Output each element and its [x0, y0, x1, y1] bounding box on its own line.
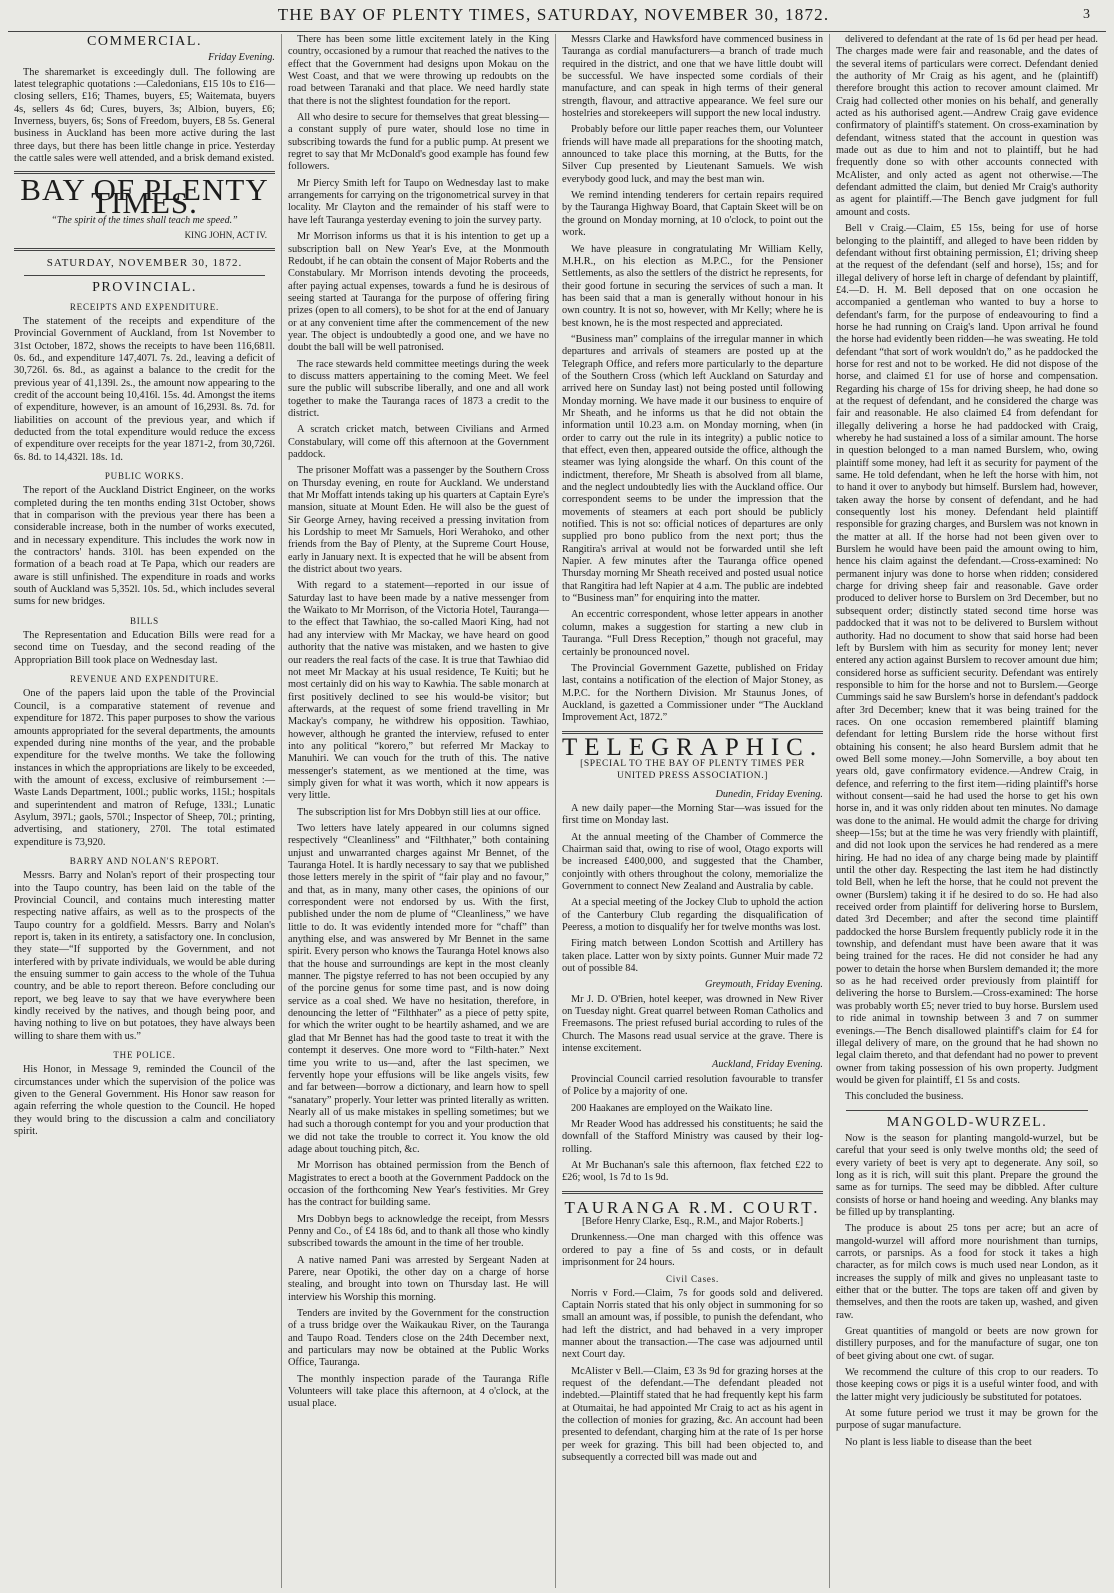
- news-paragraph: The monthly inspection parade of the Tauranga Rifle Volunteers will take place this afternoon, at 4 o'clock, at the usual place.: [288, 1373, 549, 1410]
- telegraph-paragraph: A new daily paper—the Morning Star—was issued for the first time on Monday last.: [562, 802, 823, 827]
- news-paragraph: Mr Morrison informs us that it is his intention to get up a subscription ball on New Year's Eve, at the Monmouth Redoubt, if he can obtain the consent of Major Roberts and the Constabulary. Mr Morrison intends devoting the proceeds, after paying actual expenses, towards a fund he is desirous of seeing started at Tauranga for the purpose of offering firing prizes (open to all comers), to be shot for at the end of January or at any convenient time after the commencement of the new year. The object is undoubtedly a good one, and we have no doubt the ball will be well patronised.: [288, 231, 549, 354]
- news-paragraph: Mr Morrison has obtained permission from the Bench of Magistrates to erect a booth at the Government Paddock on the occasion of the forthcoming New Year's festivities. Mr Grey has the contract for building same.: [288, 1160, 549, 1209]
- court-paragraph: delivered to defendant at the rate of 1s 6d per head per head. The charges made were fair and reasonable, and the dates of the several items of particulars were correct. Defendant denied the authority of Mr Craig as his agent, and he (plaintiff) therefore brought this action to recover amount claimed. Mr Craig had collected other monies on his behalf, and generally acted as his authorised agent.—Andrew Craig gave evidence confirmatory of plaintiff's statement. On cross-examination by defendant, witness stated that the account in question was made out as due to him and not to plaintiff, but he had frequently done so with other accounts connected with McAlister, and only acted as agent not otherwise.—The defendant admitted the claim, but denied Mr Craig's authority as agent for plaintiff.—The Bench gave judgment for full amount and costs.: [836, 34, 1098, 218]
- paper-banner-title: BAY OF PLENTY TIMES.: [20, 172, 269, 220]
- news-paragraph: Tenders are invited by the Government for the construction of a truss bridge over the Waikaukau River, on the Tauranga and Taupo Road. Tenders close on the 24th December next, and particulars may now be obtained at the Public Works Office, Tauranga.: [288, 1308, 549, 1369]
- telegraph-dateline-dunedin: Dunedin, Friday Evening.: [715, 788, 823, 800]
- court-paragraph: Bell v Craig.—Claim, £5 15s, being for use of horse belonging to the plaintiff, and alleged to have been ridden by defendant without first obtaining permission, £1; driving sheep at the request of the defendant (self and horse), 15s; and for illegal delivery of horse left in charge of defendant by plaintiff, £4.—D. H. M. Bell deposed that on one occasion he accompanied a gentleman who wanted to buy a horse to defendant's farm, for the purpose of endeavouring to find a horse he had running on Craig's land. Upon arrival he found the horse had evidently been ridden—he was sweating. He told defendant “that sort of work wouldn't do,” as he paddocked the horse for rest and not to be worked. He did not dispose of the horse, and claimed £1 for use of horse and compensation. Regarding his charge of 15s for driving sheep, he had done so at the request of defendant, and he considered the charge was fair and reasonable. He also claimed £4 from defendant for illegally delivering a horse he had paddocked with Craig, whereby he had sustained a loss of a similar amount. The horse in question belonged to a man named Burslem, who, owing plaintiff some money, had left it as security for payment of the same. He told defendant, when he left the horse with him, not to hand it over to anybody but himself. Burslem had, however, taken away the horse by consent of defendant, and he had consequently lost his money. Defendant held plaintiff responsible for grazing charges, and Burslem was not known in the matter at all. If the horse had not been given over to Burslem he would have been paid the amount owing to him, hence his claim against the defendant.—Cross-examined: No permanent injury was done to horse when ridden; considered charge for driving sheep fair and reasonable. Gave order produced to deliver horse to Burslem on 3rd December, but no subsequent order; distinctly stated second time horse was paddocked that it was not to be delivered to Burslem without authority. Had no document to show that said horse had been left by Burslem with him as security for money lent; never entered any action against Burslem to recover amount due him; considered horse as sufficient security. Defendant was entirely responsible to him for the horse and not to Burslem.—George Cummings said he saw Burslem's horse in defendant's paddock after 3rd December; knew that it was being trained for the races. On one occasion remembered plaintiff blaming defendant for letting Burslem ride the horse without first obtaining his consent; he also heard Burslem admit that he owed Bell some money.—John Somerville, a boy about ten years old, gave confirmatory evidence.—Andrew Craig, in defence, and referring to the first item—riding plaintiff's horse without consent—said he had used the horse to get his own horse in, and it was only ridden about ten minutes. No damage was done to the animal. He would admit the charge for driving sheep—15s; but at the time he was very friendly with plaintiff, and did not look upon the services he had rendered as a mere hiring. He had no idea of any charge being made by plaintiff until the other day. Respecting the last item he had distinctly told Bell, when he left the horse, that he could not prevent the owner (Burslem) taking it if he desired to do so. He had also received order from plaintiff for delivering horse to Burslem, dated 3rd December; and after the second time plaintiff paddocked the horse Burslem frequently publicly rode it in the township, and defendant must have been aware that it was being trained for the races. He did not consider he had any power to detain the horse when Burslem demanded it; the more so as he had received order previously from plaintiff for delivering the horse to Burslem.—Cross-examined: The horse was probably worth £5; never tried to buy horse. Burslem used to ride animal in township between 3 and 7 on summer evenings.—The Bench disallowed plaintiff's claim for £4 for illegal delivery of mare, on the ground that he had shown no legal claim thereto, and that defendant had no power to prevent owner from taking possession of his own property. Judgment would be given for plaintiff, £1 5s and costs.: [836, 223, 1098, 1086]
- telegraphic-heading: TELEGRAPHIC.: [562, 733, 824, 761]
- article-paragraph: At some future period we trust it may be grown for the purpose of sugar manufacture.: [836, 1408, 1098, 1432]
- news-paragraph: There has been some little excitement lately in the King country, occasioned by a rumour that reached the natives to the effect that the Government had designs upon Mokau on the West Coast, and that we were throwing up redoubts on the road between Taranaki and that place. We need hardly state that there is not the slightest foundation for the report.: [288, 34, 549, 107]
- article-paragraph: The Representation and Education Bills were read for a second time on Tuesday, and the second reading of the Appropriation Bill took place on Wednesday last.: [14, 630, 275, 666]
- commercial-paragraph: The sharemarket is exceedingly dull. The following are latest telegraphic quotations :—Caledonians, £15 10s to £16—closing sellers, £16; Thames, buyers, £5; Waitemata, buyers 4s, sellers 4s 6d; Cures, buyers, 3s; Albion, buyers, £6; Inverness, buyers, 6s; Sons of Freedom, buyers, £8 5s. General business in Auckland has been more active during the last three days, but there has been little change in price. Yesterday the cattle sales were well attended, and a brisk demand existed.: [14, 66, 275, 165]
- column-3: [556, 34, 830, 1588]
- news-paragraph: The race stewards held committee meetings during the week to discuss matters appertaining to the coming Meet. We feel sure the public will subscribe liberally, and one and all work together to make the Tauranga races of 1873 a credit to the district.: [288, 358, 549, 419]
- newspaper-page: [8, 34, 1104, 1588]
- divider: [24, 275, 265, 276]
- section-title-police: THE POLICE.: [113, 1050, 176, 1061]
- section-title-barry-nolan: BARRY AND NOLAN'S REPORT.: [69, 855, 220, 866]
- telegraph-paragraph: Provincial Council carried resolution favourable to transfer of Police by a majority of one.: [562, 1073, 823, 1098]
- mangold-heading: MANGOLD-WURZEL.: [886, 1114, 1048, 1130]
- telegraph-paragraph: 200 Haakanes are employed on the Waikato line.: [571, 1102, 773, 1114]
- divider: [14, 248, 275, 251]
- article-paragraph: Now is the season for planting mangold-wurzel, but be careful that your seed is only twelve months old; the seed of every variety of beet is very apt to degenerate. Any soil, so long as it is rich, will suit this plant. Prepare the ground the same as for turnips. The seed may be dibbled. After culture consists of horse or hand hoeing and weeding. Any blanks may be filled up by transplanting.: [836, 1132, 1098, 1218]
- divider: [846, 1110, 1088, 1111]
- news-paragraph: With regard to a statement—reported in our issue of Saturday last to have been made by a native messenger from the Waikato to Mr Morrison, of the Victoria Hotel, Tauranga—to the effect that Tawhiao, the so-called Maori King, had not had any interview with Mr Mackay, we have heard on good authority that the native was mistaken, and we hasten to give our readers the real facts of the case. It is true that Tawhiao did not meet Mr Mackay at his usual residence, Te Kuiti; but he most certainly did on his way to Kawhia. The sable monarch at first positively declined to see his would-be visitor; but afterwards, at the request of some friend travelling in Mr Mackay's company, he withdrew his opposition. Tawhiao, however, although he granted the interview, refused to enter into any political “korero,” but referred Mr Mackay to Manuhiri. We can vouch for the truth of this. The native messenger's statement, as we mentioned at the time, was simply given for what it was worth, which it now appears is very little.: [288, 580, 549, 802]
- masthead-title: THE BAY OF PLENTY TIMES, SATURDAY, NOVEMBER 30, 1872.: [277, 5, 830, 24]
- provincial-heading: PROVINCIAL.: [92, 280, 197, 296]
- article-paragraph: His Honor, in Message 9, reminded the Council of the circumstances under which the supervision of the police was given to the General Government. His Honor saw reason for again referring the whole question to the Council. He hoped they would bring to the discussion a calm and conciliatory spirit.: [14, 1064, 275, 1138]
- column-4: [830, 34, 1104, 1588]
- telegraph-dateline-greymouth: Greymouth, Friday Evening.: [704, 979, 823, 991]
- section-title-bills: BILLS: [129, 615, 159, 626]
- commercial-heading: COMMERCIAL.: [87, 34, 202, 49]
- news-paragraph: “Business man” complains of the irregular manner in which departures and arrivals of steamers are posted up at the Telegraph Office, and refers more particularly to the departure of the Southern Cross (which left Auckland on Saturday and arrived here on Sunday last) not being posted until following Monday morning. We have made it our business to enquire of Mr Sheath, and he informs us that he did not obtain the information until 10.23 a.m. on Monday morning, when (in order to carry out the rule in its integrity) a public notice to that effect, even then, appeared outside the office, although the steamer was lying alongside the wharf. On this count of the indictment, therefore, Mr Sheath is absolved from all blame, and the neglect undoubtedly lies with the Auckland office. Our correspondent seems to be under the impression that the movements of steamers at each port should be publicly notified. This is not so: official notices of departures are only supplied pro bono publico from the next port; thus the Rangitira's arrival at would not be forwarded until she left Napier. A few minutes after the Tauranga office opened Thursday morning Mr Sheath received and posted usual notice that Rangitira had left Napier at 4 a.m. The public are indebted to “Business man” for enquiring into the matter.: [562, 333, 823, 605]
- court-paragraph: Drunkenness.—One man charged with this offence was ordered to pay a fine of 5s and costs, or in default imprisonment for 24 hours.: [562, 1232, 823, 1268]
- news-paragraph: All who desire to secure for themselves that great blessing—a constant supply of pure water, should lose no time in subscribing towards the fund for a public pump. At present we regret to say that Mr McDonald's good example has found few followers.: [288, 112, 549, 173]
- telegraph-paragraph: At Mr Buchanan's sale this afternoon, flax fetched £22 to £26; wool, 1s 7d to 1s 9d.: [562, 1159, 823, 1184]
- column-2: [282, 34, 556, 1588]
- court-paragraph: McAlister v Bell.—Claim, £3 3s 9d for grazing horses at the request of the defendant.—The defendant pleaded not indebted.—Plaintiff stated that he had frequently kept his farm at Otumaitai, he had appointed Mr Craig to act as his agent in the collection of monies for grazing, &c. An account had been presented to defendant, charging him at the rate of 1s per horse per week for grazing. This bill had been objected to, and subsequently a corrected bill was made out and: [562, 1365, 823, 1464]
- news-paragraph: We have pleasure in congratulating Mr William Kelly, M.H.R., on his election as M.P.C., for the Pensioner Settlements, as also the settlers of the district he represents, for their good fortune in securing the services of such a man. It has been said that a man is generally without honour in his own country. It is not so, however, with Mr Kelly; where he is best known, he is the most respected and appreciated.: [562, 243, 823, 329]
- column-1: [8, 34, 282, 1588]
- article-paragraph: One of the papers laid upon the table of the Provincial Council, is a comparative statement of revenue and expenditure for 1872. This paper purposes to show the various amounts appropriated for the several departments, the amounts expended during nine months of the year, and the probable expenditure for the twelve months. We take the following instances in which the appropriations are likely to be exceeded, with the amount of excess, exclusive of reimbursement :—Waste Lands Department, 100l.; public works, 115l.; hospitals and superintendent and matron of Refuge, 133l.; Lunatic Asylum, 397l.; gaols, 570l.; Inspector of Sheep, 70l.; printing, advertising, and stationery, 270l. The total estimated expenditure is 73,920.: [14, 688, 275, 848]
- article-paragraph: No plant is less liable to disease than the beet: [845, 1436, 1032, 1448]
- news-paragraph: A native named Pani was arrested by Sergeant Naden at Parere, near Opotiki, the other day on a charge of horse stealing, and brought into town on Thursday last. He will interview his Worship this morning.: [288, 1254, 549, 1303]
- news-paragraph: Two letters have lately appeared in our columns signed respectively “Cleanliness” and “Filthhater,” both containing unjust and unwarranted charges against Mr Bennet, of the Tauranga Hotel. It is hardly necessary to say that we published those letters merely in the spirit of “fair play and no favour,” and that, as in many, many other cases, the opinions of our correspondent were not endorsed by us. With the first, published under the nom de plume of “Cleanliness,” we have little to do. It was evidently intended more for “chaff” than anything else, and was answered by Mr Bennet in the same spirit. Every person who knows the Tauranga Hotel knows also that the house and surroundings are kept in the most cleanly manner. The pigstye referred to has not been occupied by any of the porcine genus for some time past, and is now doing service as a coal shed. We have no hesitation, therefore, in denouncing the letter of “Filthhater” as a piece of petty spite, for which the writer ought to be heartily ashamed, and we are glad that Mr Bennet has had the good taste to treat it with the contempt it deserves. One more word to “Filth-hater.” Next time you write to us—and, after the last specimen, we fervently hope your effusions will be like angels visits, few and far between—borrow a dictionary, and learn how to spell “sanatary” properly. Your letter was printed literally as written. Nearly all of us make mistakes in spelling sometimes; but we had such a thorough contempt for you and your production that we did not take the trouble to correct it. You know the old adage about touching pitch, &c.: [288, 822, 549, 1155]
- court-paragraph: This concluded the business.: [845, 1091, 964, 1103]
- article-paragraph: The produce is about 25 tons per acre; but an acre of mangold-wurzel will afford more nourishment than turnips, carrots, or parsnips. As a food for stock it takes a high character, as for milch cows is much used near London, as it increases the supply of milk and gives no unpleasant taste to either that or the butter. The tops are taken off and given by themselves, and then the roots are taken up, washed, and given raw.: [836, 1223, 1098, 1321]
- section-title-receipts: RECEIPTS AND EXPENDITURE.: [69, 301, 220, 312]
- article-paragraph: The statement of the receipts and expenditure of the Provincial Government of Auckland, from 1st November to 31st October, 1872, shows the receipts to have been 116,681l. 0s. 6d., and expenditure 147,407l. 7s. 2d., leaving a deficit of 30,726l. 6s. 8d., as against a balance to the credit for the previous year of 41,139l. 2s., the amount now appearing to the credit of the account being 10,416l. 15s. 4d. Amongst the items of expenditure, however, is an amount of 16,293l. 8s. 7d. for liabilities on account of the previous year, and which if deducted from the total expenditure would reduce the excess of expenditure over receipts for the year 1871-2, from 30,726l. 6s. 8d. to 14,432l. 18s. 1d.: [14, 315, 275, 463]
- court-paragraph: Norris v Ford.—Claim, 7s for goods sold and delivered. Captain Norris stated that his only object in summoning for so small an amount was, if possible, to punish the defendant, who had left the district, and had behaved in a very improper manner about the transaction.—The case was adjourned until next Court day.: [562, 1287, 823, 1361]
- news-paragraph: Probably before our little paper reaches them, our Volunteer friends will have made all preparations for the shooting match, announced to take place this morning, at the Butts, for the Silver Cup presented by Lieutenant Samuels. We wish everybody good luck, and may the best man win.: [562, 124, 823, 185]
- telegraph-dateline-auckland: Auckland, Friday Evening.: [712, 1059, 823, 1071]
- section-title-public-works: PUBLIC WORKS.: [104, 470, 185, 481]
- telegraph-paragraph: At the annual meeting of the Chamber of Commerce the Chairman said that, owing to rise of wool, Otago exports will be increased £400,000, and suggested that the Chamber, conjointly with others throughout the colony, memorialize the Government to connect New Zealand and Australia by cable.: [562, 831, 823, 892]
- article-paragraph: We recommend the culture of this crop to our readers. To those keeping cows or pigs it is a useful winter food, and with the latter might very judiciously be substituted for potatoes.: [836, 1367, 1098, 1403]
- masthead-rule: [8, 31, 1106, 32]
- article-paragraph: Messrs. Barry and Nolan's report of their prospecting tour into the Taupo country, has been laid on the table of the Provincial Council, and contains much interesting matter respecting native affairs, as well as to the prospects of the Taupo country for a goldfield. Messrs. Barry and Nolan's report is, taken in its entirety, a satisfactory one. In conclusion, they state—“If supported by the Government, and not interfered with by private individuals, we would be able during the ensuing summer to gain access to the whole of the Tuhua country, and be able to report thereon. Before concluding our report, we beg leave to say that we have everywhere been kindly received by the natives, and though being poor, and having nothing to live on but potatoes, they have always been willing to share them with us.”: [14, 870, 275, 1042]
- news-paragraph: We remind intending tenderers for certain repairs required by the Tauranga Highway Board, that Captain Skeet will be on the ground on Monday morning, at 10 o'clock, to point out the work.: [562, 190, 823, 239]
- telegraph-paragraph: At a special meeting of the Jockey Club to uphold the action of the Canterbury Club regarding the disqualification of Peeress, a motion to disqualify her for twelve months was lost.: [562, 897, 823, 934]
- issue-date: SATURDAY, NOVEMBER 30, 1872.: [46, 256, 243, 269]
- civil-cases-heading: Civil Cases.: [665, 1274, 720, 1285]
- paper-motto: “The spirit of the times shall teach me speed.”: [51, 215, 238, 227]
- divider: [562, 1191, 823, 1194]
- article-paragraph: The report of the Auckland District Engineer, on the works completed during the ten months ending 31st October, shows that in comparison with the previous year there has been a considerable increase, both in the number of works executed, and in necessary expenditure. This includes the work now in the contractors' hands. 310l. has been expended on the formation of a beach road at Te Papa, which our readers are aware is still unfinished. The expenditure in roads and works south of Auckland was 5,352l. 10s. 5d., which includes several sums for new bridges.: [14, 485, 275, 608]
- telegraph-paragraph: Firing match between London Scottish and Artillery has taken place. Latter won by sixty points. Gunner Muir made 72 out of possible 84.: [562, 938, 823, 975]
- masthead: [0, 0, 1114, 30]
- motto-attribution: KING JOHN, ACT IV.: [184, 230, 267, 241]
- telegraphic-special-note: [SPECIAL TO THE BAY OF PLENTY TIMES PER UNITED PRESS ASSOCIATION.]: [580, 758, 805, 782]
- news-paragraph: Mrs Dobbyn begs to acknowledge the receipt, from Messrs Penny and Co., of £4 18s 6d, and to thank all those who kindly subscribed towards the amount in the time of her trouble.: [288, 1213, 549, 1250]
- section-title-revenue: REVENUE AND EXPENDITURE.: [70, 674, 219, 685]
- commercial-dateline: Friday Evening.: [208, 52, 275, 64]
- article-paragraph: Great quantities of mangold or beets are now grown for distillery purposes, and for the manufacture of sugar, one ton of beet giving about one cwt. of sugar.: [836, 1326, 1098, 1362]
- news-paragraph: The prisoner Moffatt was a passenger by the Southern Cross on Thursday evening, en route for Auckland. We understand that Mr Moffatt intends taking up his quarters at Captain Eyre's mansion, situate at Mount Eden. He will also be the guest of Sir George Arney, having received a pressing invitation from his Lordship to meet Mr Samuels, Hori Werahoko, and other friends from the Bay of Plenty, at the Supreme Court House, early in January next. It is expected that he will be absent from the district about two years.: [288, 465, 549, 576]
- telegraph-paragraph: Mr Reader Wood has addressed his constituents; he said the downfall of the Stafford Ministry was caused by their log-rolling.: [562, 1118, 823, 1155]
- news-paragraph: The subscription list for Mrs Dobbyn still lies at our office.: [297, 806, 541, 818]
- court-bench: [Before Henry Clarke, Esq., R.M., and Major Roberts.]: [581, 1215, 804, 1227]
- news-paragraph: An eccentric correspondent, whose letter appears in another column, makes a suggestion for starting a new club in Tauranga. “Full Dress Reception,” though not graceful, may certainly be pronounced novel.: [562, 609, 823, 658]
- telegraph-paragraph: Mr J. D. O'Brien, hotel keeper, was drowned in New River on Tuesday night. Great quarrel between Roman Catholics and Freemasons. The priest refused burial according to rules of the Church. The Masons read usual service at the grave. There is intense excitement.: [562, 993, 823, 1055]
- news-paragraph: A scratch cricket match, between Civilians and Armed Constabulary, will come off this afternoon at the Government paddock.: [288, 424, 549, 460]
- news-paragraph: Messrs Clarke and Hawksford have commenced business in Tauranga as cordial manufacturers—a branch of trade much required in the district, and one that we have little doubt will be successful. We have inspected some cordials of their manufacture, and can speak in high terms of their general strength, flavour, and attractive appearance. We feel sure our hostelries and storekeepers will support the new local industry.: [562, 34, 823, 120]
- news-paragraph: Mr Piercy Smith left for Taupo on Wednesday last to make arrangements for carrying on the trigonometrical survey in that locality. Mr Clayton and the remainder of his staff were to have left Tauranga yesterday evening to join the survey party.: [288, 177, 549, 226]
- page-number: 3: [1083, 7, 1090, 22]
- news-paragraph: The Provincial Government Gazette, published on Friday last, contains a notification of the election of Major Stoney, as M.P.C. for the Northern Division. Mr Staunus Jones, of Auckland, is gazetted a Commissioner under “The Auckland Improvement Act, 1872.”: [562, 662, 823, 724]
- court-heading: TAURANGA R.M. COURT.: [564, 1197, 821, 1217]
